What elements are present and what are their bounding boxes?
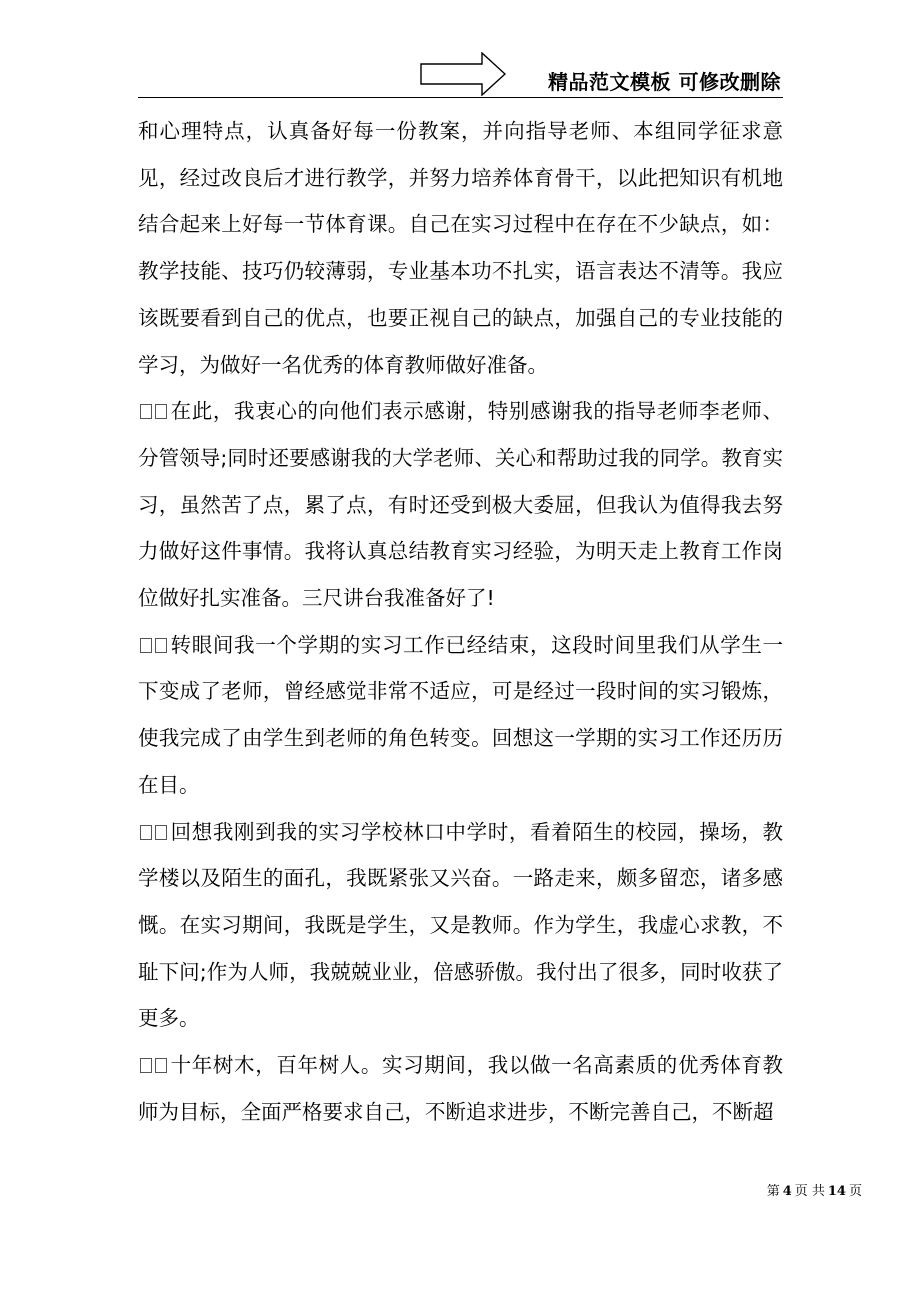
paragraph bbox=[138, 388, 783, 622]
header-title: 精品范文模板 可修改删除 bbox=[548, 70, 781, 94]
paragraph-text: 和心理特点，认真备好每一份教案，并向指导老师、本组同学征求意见，经过改良后才进行教学，并努力培养体育骨干，以此把知识有机地结合起来上好每一节体育课。自己在实习过程中在存在不少缺点，如：教学技能、技巧仍较薄弱，专业基本功不扎实，语言表达不清等。我应该既要看到自己的优点，也要正视自己的缺点，加强自己的专业技能的学习，为做好一名优秀的体育教师做好准备。 bbox=[138, 119, 783, 377]
document-body bbox=[138, 108, 783, 1135]
paragraph-text: 转眼间我一个学期的实习工作已经结束，这段时间里我们从学生一下变成了老师，曾经感觉非常不适应，可是经过一段时间的实习锻炼，使我完成了由学生到老师的角色转变。回想这一学期的实习工作还历历在目。 bbox=[138, 632, 783, 797]
indent-placeholder-icon bbox=[138, 1058, 170, 1073]
page-number-footer bbox=[767, 1180, 862, 1199]
current-page: 4 bbox=[782, 1184, 792, 1199]
paragraph bbox=[138, 622, 783, 809]
footer-suffix: 页 bbox=[848, 1184, 862, 1199]
indent-placeholder-icon bbox=[138, 404, 170, 419]
right-arrow-icon bbox=[420, 52, 506, 96]
footer-prefix: 第 bbox=[766, 1184, 780, 1199]
total-pages: 14 bbox=[827, 1184, 846, 1199]
paragraph-text: 回想我刚到我的实习学校林口中学时，看着陌生的校园，操场，教学楼以及陌生的面孔，我既紧张又兴奋。一路走来，颇多留恋，诸多感慨。在实习期间，我既是学生，又是教师。作为学生，我虚心求教，不耻下问;作为人师，我兢兢业业，倍感骄傲。我付出了很多，同时收获了更多。 bbox=[138, 819, 783, 1031]
indent-placeholder-icon bbox=[138, 825, 170, 840]
page-header bbox=[138, 50, 783, 98]
paragraph-text: 十年树木，百年树人。实习期间，我以做一名高素质的优秀体育教师为目标，全面严格要求自己，不断追求进步，不断完善自己，不断超 bbox=[138, 1053, 783, 1124]
footer-middle: 页 共 bbox=[794, 1184, 825, 1199]
paragraph bbox=[138, 1042, 783, 1135]
paragraph bbox=[138, 108, 783, 388]
paragraph-text: 在此，我衷心的向他们表示感谢，特别感谢我的指导老师李老师、分管领导;同时还要感谢我的大学老师、关心和帮助过我的同学。教育实习，虽然苦了点，累了点，有时还受到极大委屈，但我认为值得我去努力做好这件事情。我将认真总结教育实习经验，为明天走上教育工作岗位做好扎实准备。三尺讲台我准备好了! bbox=[138, 399, 783, 611]
paragraph bbox=[138, 809, 783, 1043]
indent-placeholder-icon bbox=[138, 638, 170, 653]
header-divider bbox=[138, 97, 783, 98]
